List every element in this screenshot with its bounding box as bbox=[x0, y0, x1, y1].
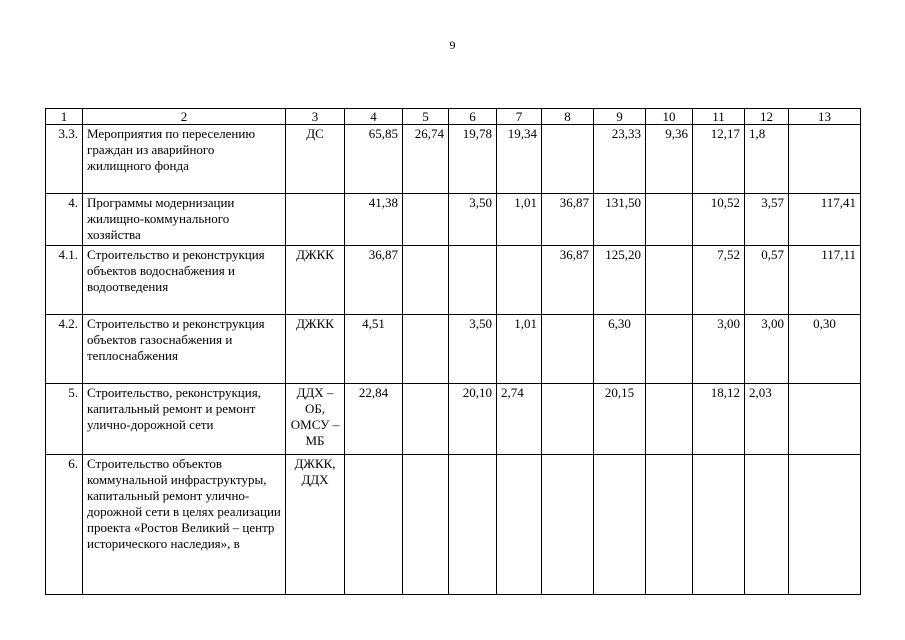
value-cell: 0,57 bbox=[745, 246, 789, 315]
value-cell bbox=[646, 315, 693, 384]
value-cell: 117,11 bbox=[789, 246, 861, 315]
column-number-row bbox=[46, 109, 861, 125]
value-cell: 7,52 bbox=[693, 246, 745, 315]
value-cell bbox=[789, 384, 861, 455]
row-title: Мероприятия по переселению граждан из аварийного жилищного фонда bbox=[83, 125, 286, 194]
value-cell bbox=[403, 194, 449, 246]
value-cell bbox=[403, 384, 449, 455]
row-code: 5. bbox=[46, 384, 83, 455]
value-cell: 20,15 bbox=[594, 384, 646, 455]
value-cell: 4,51 bbox=[345, 315, 403, 384]
row-title: Строительство, реконструкция, капитальный ремонт и ремонт улично-дорожной сети bbox=[83, 384, 286, 455]
value-cell bbox=[449, 455, 497, 595]
value-cell bbox=[542, 125, 594, 194]
column-header: 4 bbox=[345, 109, 403, 125]
value-cell bbox=[542, 384, 594, 455]
value-cell bbox=[497, 246, 542, 315]
value-cell bbox=[542, 455, 594, 595]
value-cell: 6,30 bbox=[594, 315, 646, 384]
value-cell: 2,74 bbox=[497, 384, 542, 455]
column-header: 11 bbox=[693, 109, 745, 125]
value-cell: 3,00 bbox=[745, 315, 789, 384]
row-title: Строительство и реконструкция объектов водоснабжения и водоотведения bbox=[83, 246, 286, 315]
value-cell bbox=[542, 315, 594, 384]
column-header: 12 bbox=[745, 109, 789, 125]
table-row bbox=[46, 315, 861, 384]
value-cell bbox=[646, 455, 693, 595]
table-row bbox=[46, 455, 861, 595]
column-header: 6 bbox=[449, 109, 497, 125]
value-cell bbox=[403, 246, 449, 315]
value-cell bbox=[403, 455, 449, 595]
value-cell bbox=[646, 246, 693, 315]
column-header: 9 bbox=[594, 109, 646, 125]
row-title: Программы модернизации жилищно-коммунального хозяйства bbox=[83, 194, 286, 246]
row-executor: ДЖКК, ДДХ bbox=[286, 455, 345, 595]
row-code: 4.1. bbox=[46, 246, 83, 315]
column-header: 2 bbox=[83, 109, 286, 125]
value-cell: 19,34 bbox=[497, 125, 542, 194]
column-header: 1 bbox=[46, 109, 83, 125]
value-cell: 18,12 bbox=[693, 384, 745, 455]
value-cell bbox=[403, 315, 449, 384]
table-row bbox=[46, 125, 861, 194]
row-executor: ДЖКК bbox=[286, 315, 345, 384]
value-cell: 36,87 bbox=[542, 194, 594, 246]
value-cell bbox=[789, 455, 861, 595]
row-code: 3.3. bbox=[46, 125, 83, 194]
value-cell: 26,74 bbox=[403, 125, 449, 194]
value-cell: 3,50 bbox=[449, 194, 497, 246]
column-header: 5 bbox=[403, 109, 449, 125]
column-header: 13 bbox=[789, 109, 861, 125]
value-cell bbox=[789, 125, 861, 194]
value-cell: 41,38 bbox=[345, 194, 403, 246]
value-cell: 19,78 bbox=[449, 125, 497, 194]
row-code: 4.2. bbox=[46, 315, 83, 384]
value-cell bbox=[693, 455, 745, 595]
row-executor: ДДХ – ОБ, ОМСУ – МБ bbox=[286, 384, 345, 455]
value-cell: 10,52 bbox=[693, 194, 745, 246]
value-cell: 9,36 bbox=[646, 125, 693, 194]
value-cell: 1,01 bbox=[497, 194, 542, 246]
value-cell: 36,87 bbox=[542, 246, 594, 315]
table-row bbox=[46, 246, 861, 315]
row-executor: ДЖКК bbox=[286, 246, 345, 315]
column-header: 10 bbox=[646, 109, 693, 125]
value-cell bbox=[594, 455, 646, 595]
row-title: Строительство объектов коммунальной инфраструктуры, капитальный ремонт улично-дорожной сети в целях реализации проекта «Ростов Великий – центр исторического наследия», в bbox=[83, 455, 286, 595]
row-executor: ДС bbox=[286, 125, 345, 194]
page-number: 9 bbox=[449, 38, 456, 52]
value-cell: 65,85 bbox=[345, 125, 403, 194]
value-cell bbox=[449, 246, 497, 315]
value-cell: 36,87 bbox=[345, 246, 403, 315]
value-cell: 125,20 bbox=[594, 246, 646, 315]
value-cell bbox=[345, 455, 403, 595]
value-cell: 1,01 bbox=[497, 315, 542, 384]
value-cell: 23,33 bbox=[594, 125, 646, 194]
row-title: Строительство и реконструкция объектов газоснабжения и теплоснабжения bbox=[83, 315, 286, 384]
value-cell bbox=[646, 384, 693, 455]
row-code: 6. bbox=[46, 455, 83, 595]
table-row bbox=[46, 384, 861, 455]
value-cell: 3,57 bbox=[745, 194, 789, 246]
value-cell: 3,00 bbox=[693, 315, 745, 384]
value-cell: 0,30 bbox=[789, 315, 861, 384]
value-cell: 117,41 bbox=[789, 194, 861, 246]
value-cell bbox=[646, 194, 693, 246]
column-header: 8 bbox=[542, 109, 594, 125]
column-header: 3 bbox=[286, 109, 345, 125]
row-executor bbox=[286, 194, 345, 246]
row-code: 4. bbox=[46, 194, 83, 246]
value-cell: 131,50 bbox=[594, 194, 646, 246]
value-cell: 20,10 bbox=[449, 384, 497, 455]
value-cell bbox=[745, 455, 789, 595]
value-cell bbox=[497, 455, 542, 595]
value-cell: 12,17 bbox=[693, 125, 745, 194]
table-row bbox=[46, 194, 861, 246]
value-cell: 2,03 bbox=[745, 384, 789, 455]
value-cell: 3,50 bbox=[449, 315, 497, 384]
program-financing-table bbox=[45, 108, 861, 595]
column-header: 7 bbox=[497, 109, 542, 125]
value-cell: 22,84 bbox=[345, 384, 403, 455]
value-cell: 1,8 bbox=[745, 125, 789, 194]
